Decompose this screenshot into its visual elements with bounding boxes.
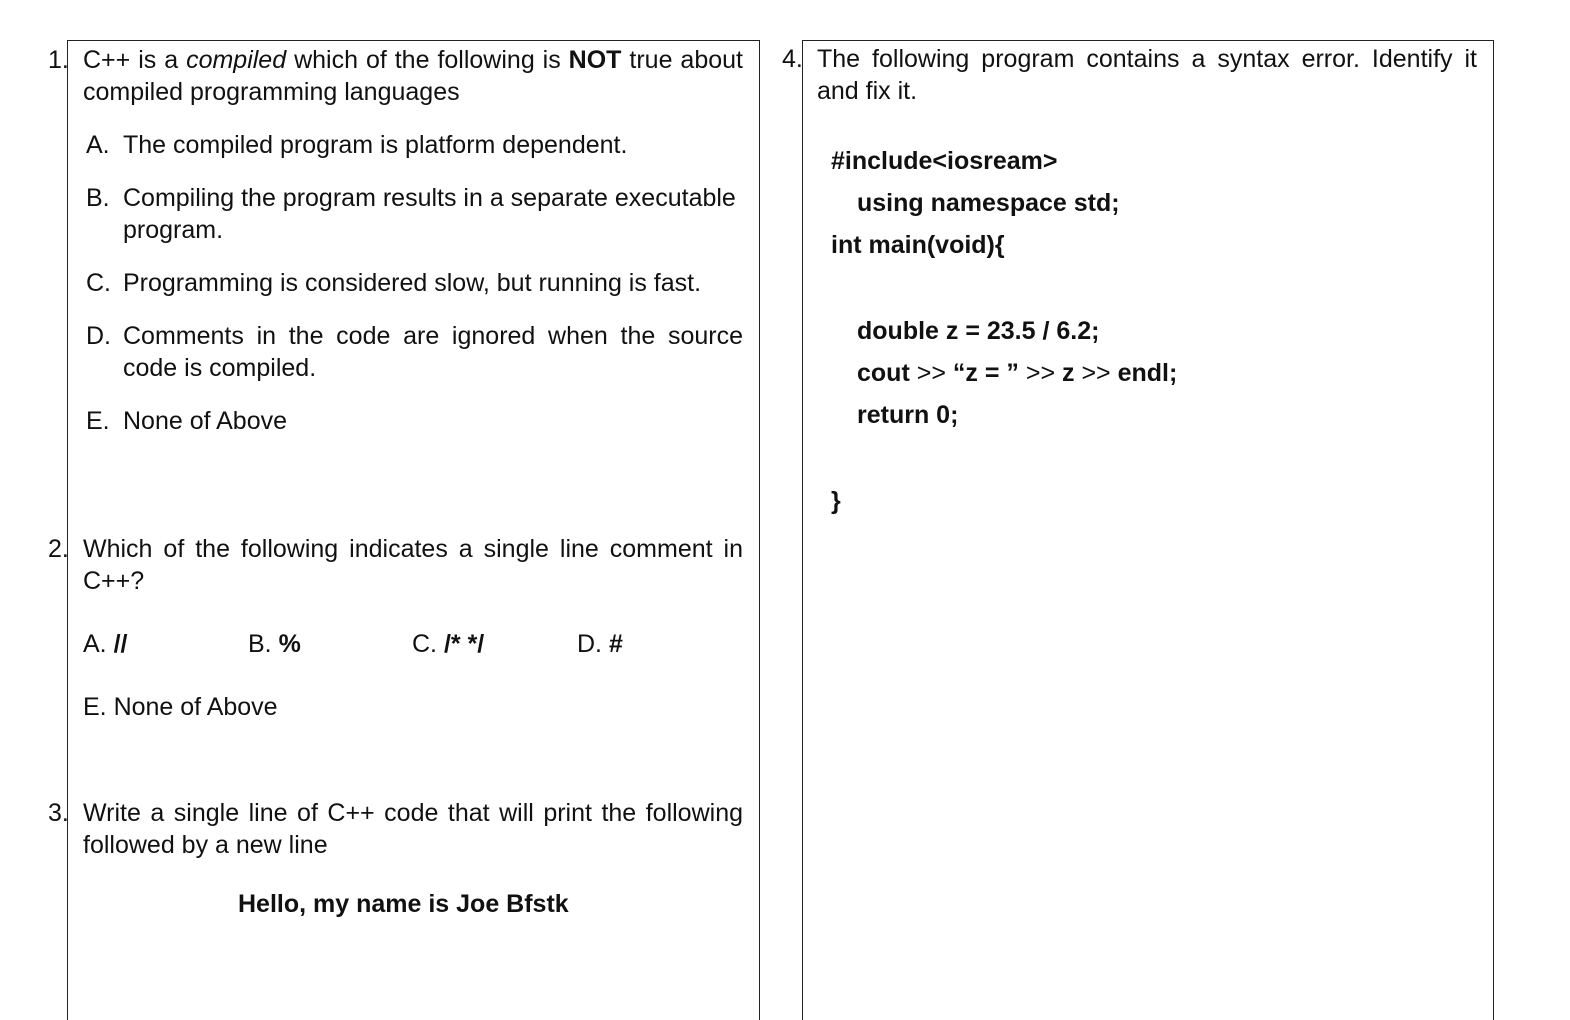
code-line-using: using namespace std; xyxy=(857,189,1120,217)
code-line-return: return 0; xyxy=(857,401,959,429)
question-1-number: 1. xyxy=(48,46,69,74)
code-line-cout: cout >> “z = ” >> z >> endl; xyxy=(857,359,1178,387)
question-4-stem: The following program contains a syntax error. Identify it and fix it. xyxy=(817,45,1477,105)
question-4-number: 4. xyxy=(782,45,803,73)
code-line-main: int main(void){ xyxy=(831,231,1005,259)
question-2-number: 2. xyxy=(48,535,69,563)
question-3-stem: Write a single line of C++ code that will print the following followed by a new line xyxy=(83,799,743,859)
question-1-stem: C++ is a compiled which of the following is NOT true about compiled programming languages xyxy=(83,46,743,106)
code-line-close-brace: } xyxy=(831,487,841,515)
question-3-output-text: Hello, my name is Joe Bfstk xyxy=(238,890,569,918)
code-line-include: #include<iosream> xyxy=(831,147,1058,175)
code-line-double: double z = 23.5 / 6.2; xyxy=(857,317,1100,345)
question-3-number: 3. xyxy=(48,799,69,827)
question-2-option-e[interactable]: E. None of Above xyxy=(83,693,278,721)
question-2-stem: Which of the following indicates a single line comment in C++? xyxy=(83,535,743,595)
